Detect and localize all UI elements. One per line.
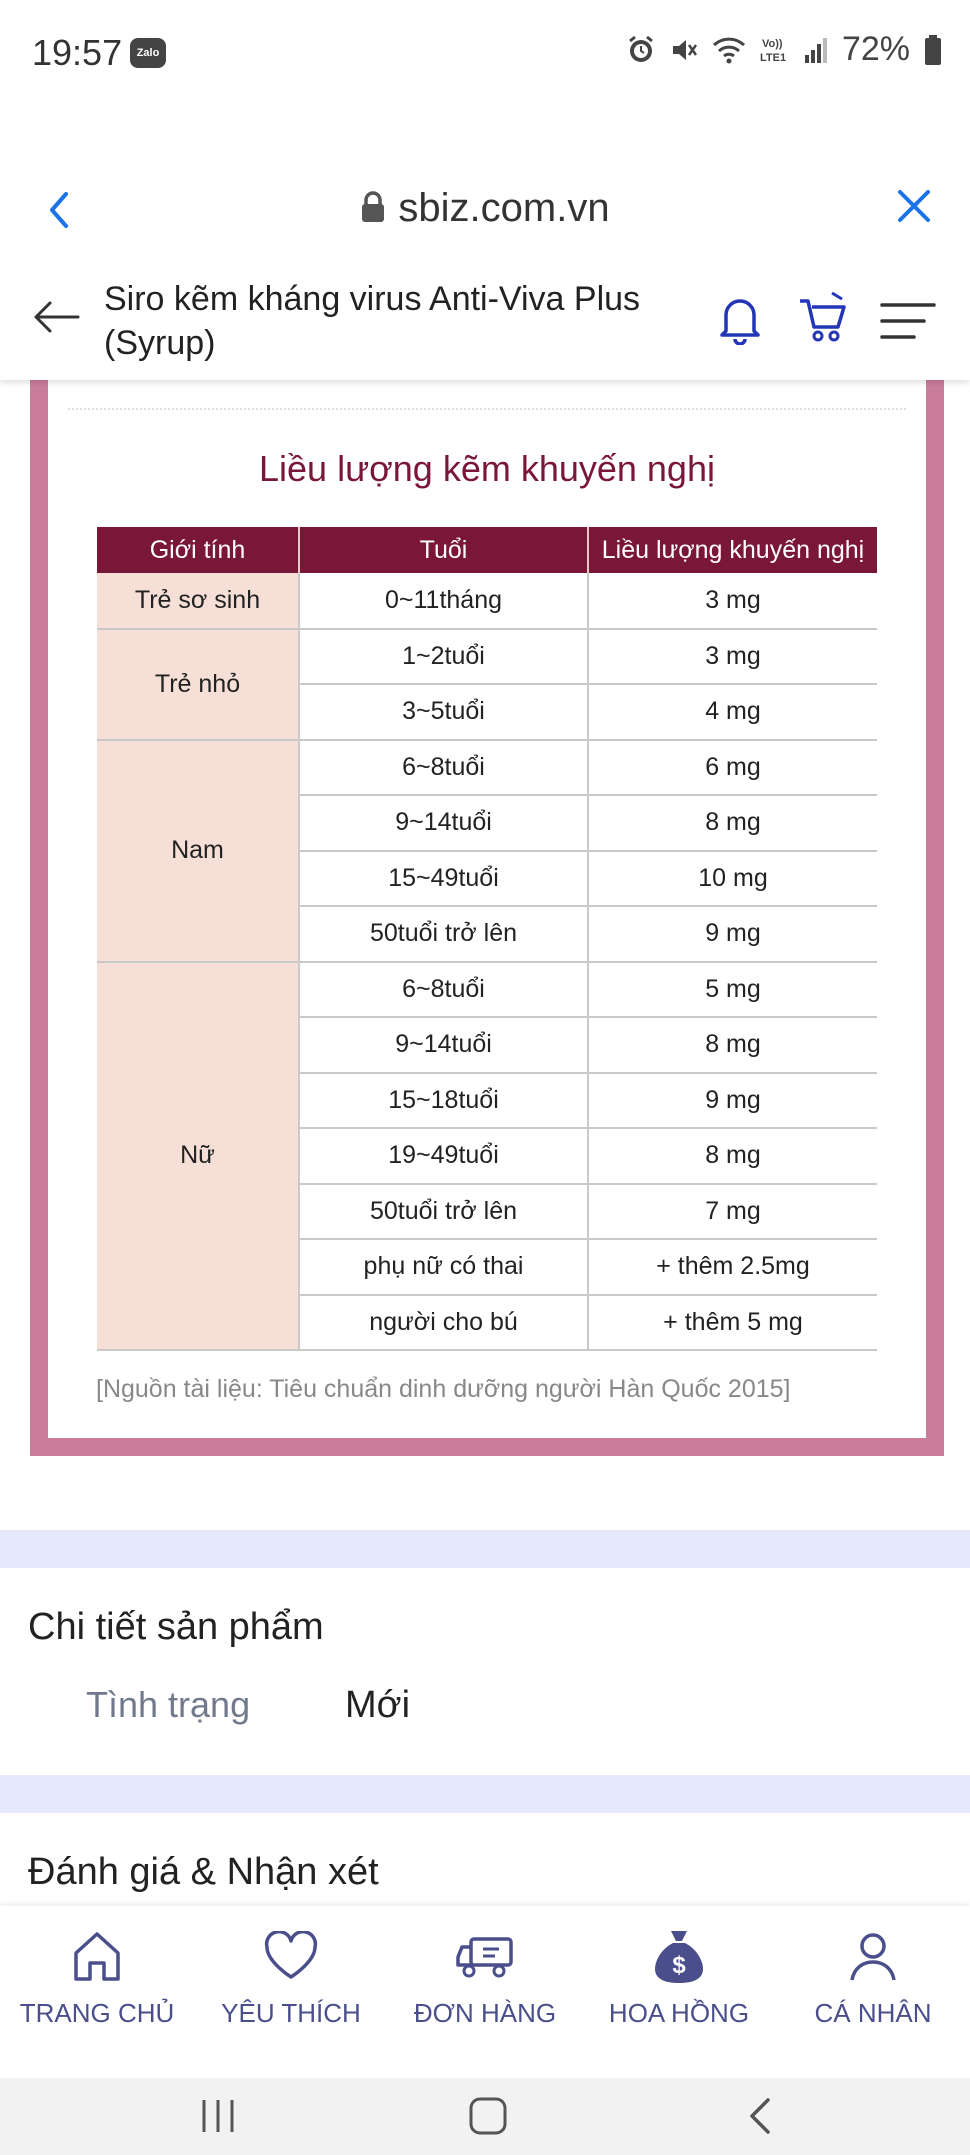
table-row [97,962,877,1018]
age-cell: 6~8tuổi [299,962,588,1018]
bell-icon[interactable] [716,293,764,350]
condition-label: Tình trạng [86,1684,251,1725]
zalo-notification-icon: Zalo [130,38,166,68]
age-cell: 0~11tháng [299,573,588,629]
dose-cell: 3 mg [588,629,877,685]
reviews-section-title: Đánh giá & Nhận xét [28,1851,379,1893]
age-cell: 6~8tuổi [299,740,588,796]
age-cell: 3~5tuổi [299,684,588,740]
bottom-nav [0,1906,970,2078]
dose-cell: 4 mg [588,684,877,740]
mute-icon [670,35,698,65]
age-cell: 9~14tuổi [299,1017,588,1073]
group-cell: Nam [97,740,299,962]
browser-bar [0,160,970,260]
dose-cell: 10 mg [588,851,877,907]
table-row [97,740,877,796]
truck-icon [455,1933,515,1984]
dose-cell: 9 mg [588,1073,877,1129]
heart-icon [263,1931,319,1986]
svg-text:Vo)): Vo)) [761,37,783,50]
group-cell: Trẻ nhỏ [97,629,299,740]
age-cell: 1~2tuổi [299,629,588,685]
section-separator [0,1530,970,1568]
column-header: Liều lượng khuyến nghị [588,527,877,573]
age-cell: 15~18tuổi [299,1073,588,1129]
person-icon [847,1930,899,1987]
system-back-icon[interactable] [742,2096,782,2141]
dose-cell: 5 mg [588,962,877,1018]
age-cell: 9~14tuổi [299,795,588,851]
page-header [0,265,970,380]
nav-label: TRANG CHỦ [19,1998,175,2028]
system-nav-bar [0,2078,970,2155]
battery-percent: 72% [841,30,910,68]
cart-icon[interactable] [796,291,848,350]
table-header-row [97,527,877,573]
signal-icon [804,37,828,63]
product-image [30,380,944,1456]
condition-value: Mới [345,1684,411,1726]
close-icon[interactable] [894,186,934,231]
table-row [97,573,877,629]
dose-cell: + thêm 2.5mg [588,1239,877,1295]
age-cell: 50tuổi trở lên [299,906,588,962]
volte-icon [760,35,790,65]
dose-cell: 8 mg [588,1017,877,1073]
nav-label: CÁ NHÂN [814,1998,932,2028]
dose-cell: 7 mg [588,1184,877,1240]
nav-label: ĐƠN HÀNG [413,1998,557,2028]
menu-icon[interactable] [880,301,936,346]
source-note: [Nguồn tài liệu: Tiêu chuẩn dinh dưỡng người Hàn Quốc 2015] [96,1375,791,1403]
svg-text:$: $ [672,1951,686,1979]
nav-item-home[interactable] [0,1928,194,2029]
column-header: Tuổi [299,527,588,573]
age-cell: 50tuổi trở lên [299,1184,588,1240]
page-title: Siro kẽm kháng virus Anti-Viva Plus (Syrup) [104,280,641,362]
age-cell: 19~49tuổi [299,1128,588,1184]
status-icons [626,30,942,69]
back-arrow-icon[interactable] [30,297,82,342]
details-section-title: Chi tiết sản phẩm [28,1606,324,1648]
divider [68,408,906,410]
lock-icon [360,188,386,233]
dose-cell: 8 mg [588,1128,877,1184]
dose-cell: 6 mg [588,740,877,796]
dose-table [97,527,877,1351]
section-separator [0,1775,970,1813]
dose-cell: 9 mg [588,906,877,962]
group-cell: Trẻ sơ sinh [97,573,299,629]
column-header: Giới tính [97,527,299,573]
age-cell: người cho bú [299,1295,588,1351]
table-title: Liều lượng kẽm khuyến nghị [259,448,715,489]
nav-item-profile[interactable] [776,1928,970,2029]
status-bar [0,0,970,105]
dose-cell: + thêm 5 mg [588,1295,877,1351]
nav-item-orders[interactable] [388,1928,582,2029]
alarm-icon [626,35,656,65]
table-row [97,629,877,685]
nav-label: HOA HỒNG [608,1998,750,2028]
dose-cell: 3 mg [588,573,877,629]
age-cell: phụ nữ có thai [299,1239,588,1295]
url-bar[interactable] [0,186,970,233]
url-text: sbiz.com.vn [398,186,610,230]
svg-text:LTE1: LTE1 [759,51,787,64]
wifi-icon [712,36,746,64]
money-bag-icon [651,1927,707,1990]
home-button-icon[interactable] [468,2096,508,2141]
nav-item-favorites[interactable] [194,1928,388,2029]
age-cell: 15~49tuổi [299,851,588,907]
dose-cell: 8 mg [588,795,877,851]
battery-icon [924,35,942,65]
home-icon [71,1929,123,1988]
nav-label: YÊU THÍCH [221,1998,361,2028]
status-time: 19:57 [32,32,123,73]
group-cell: Nữ [97,962,299,1351]
recent-apps-icon[interactable] [198,2096,238,2141]
nav-item-commission[interactable] [582,1928,776,2029]
